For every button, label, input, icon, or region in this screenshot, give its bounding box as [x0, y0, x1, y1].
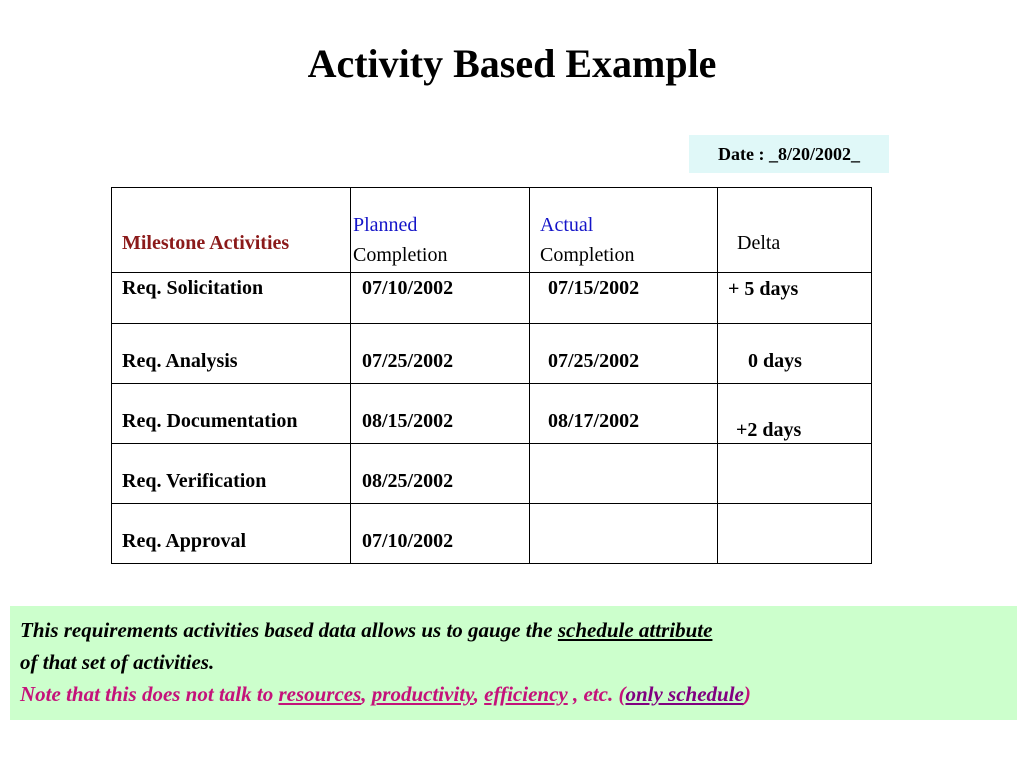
note-box — [10, 606, 1017, 720]
header-delta-cell — [718, 188, 872, 273]
planned-date: 08/15/2002 — [362, 410, 454, 432]
activity-name: Req. Approval — [122, 530, 247, 552]
page-title: Activity Based Example — [307, 41, 717, 86]
efficiency-text: efficiency — [484, 682, 568, 706]
activity-name: Req. Solicitation — [122, 277, 264, 299]
note-close: ) — [743, 682, 751, 706]
activity-name: Req. Verification — [122, 470, 267, 492]
note-line-2: of that set of activities. — [20, 650, 215, 674]
date-label: Date : _8/20/2002_ — [718, 143, 860, 164]
header-planned-bottom: Completion — [353, 244, 448, 266]
header-actual-cell — [530, 188, 718, 273]
planned-date: 07/10/2002 — [362, 277, 454, 299]
planned-date: 07/25/2002 — [362, 350, 454, 372]
header-actual-bottom: Completion — [540, 244, 635, 266]
date-box — [689, 135, 889, 173]
schedule-attribute-text: schedule attribute — [557, 618, 713, 642]
resources-text: resources — [278, 682, 362, 706]
only-schedule-text: only schedule — [625, 682, 744, 706]
note-sep-2: , — [473, 682, 485, 706]
actual-date: 08/17/2002 — [548, 410, 640, 432]
delta-value: + 5 days — [728, 278, 799, 300]
actual-date: 07/15/2002 — [548, 277, 640, 299]
header-planned-cell — [351, 188, 530, 273]
note-line1-text: This requirements activities based data allows us to gauge the — [20, 618, 558, 642]
activity-name: Req. Analysis — [122, 350, 238, 372]
table-row — [112, 504, 872, 564]
note-line-1 — [20, 614, 1017, 646]
table-row — [112, 324, 872, 384]
delta-value: +2 days — [736, 419, 802, 441]
note-etc: , etc. ( — [567, 682, 626, 706]
header-planned-top: Planned — [353, 214, 418, 236]
delta-value: 0 days — [748, 350, 802, 372]
header-delta: Delta — [737, 232, 781, 254]
activity-name: Req. Documentation — [122, 410, 298, 432]
planned-date: 07/10/2002 — [362, 530, 454, 552]
table-row — [112, 384, 872, 444]
header-activities: Milestone Activities — [122, 232, 290, 254]
table-row — [112, 273, 872, 324]
milestone-table — [111, 187, 872, 564]
note-sep-1: , — [361, 682, 372, 706]
productivity-text: productivity — [371, 682, 474, 706]
table-header-row — [112, 188, 872, 273]
actual-date: 07/25/2002 — [548, 350, 640, 372]
planned-date: 08/25/2002 — [362, 470, 454, 492]
table-row — [112, 444, 872, 504]
note-line3-prefix: Note that this does not talk to — [20, 682, 279, 706]
note-line-3 — [20, 678, 1017, 710]
header-activities-cell — [112, 188, 351, 273]
header-actual-top: Actual — [540, 214, 594, 236]
